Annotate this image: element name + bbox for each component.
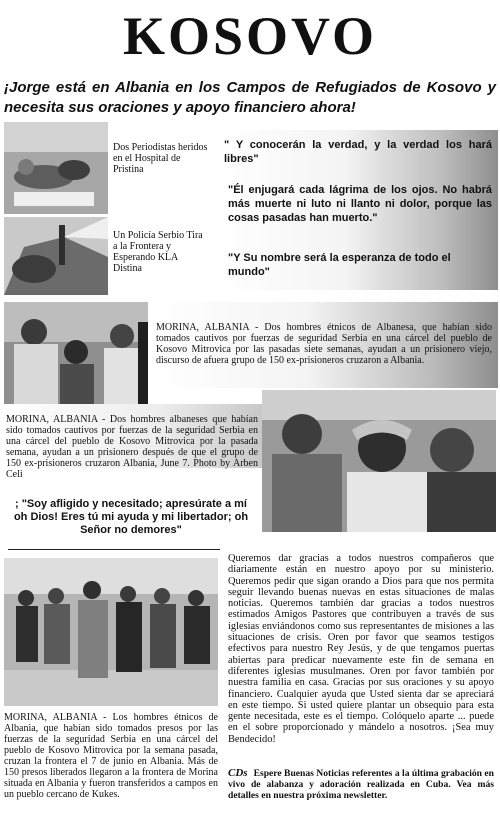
photo-wounded-journalists xyxy=(4,122,108,214)
caption-morina-1: MORINA, ALBANIA - Dos hombres étnicos de Albanesa, que habían sido tomados cautivos por fuerzas de seguridad Serbia en una cárcel del pueblo de Kosovo Mitrovica por las pasadas siete semanas, ayudan a un prisionero viejo, discurso de afuera grupo de 150 ex-prisioneros cruzaron a Albania. xyxy=(156,322,492,366)
footer-note xyxy=(228,768,494,801)
headline: ¡Jorge está en Albania en los Campos de Refugiados de Kosovo y necesita sus oraciones y apoyo financiero ahora! xyxy=(4,79,496,116)
quote-prayer: ; "Soy afligido y necesitado; apresúrate a mí oh Dios! Eres tú mi ayuda y mi libertador; oh Señor no demores" xyxy=(13,498,249,536)
photo-men-helping-prisoner xyxy=(4,302,148,404)
caption-wounded-journalists: Dos Periodistas heridos en el Hospital de Pristina xyxy=(113,142,208,175)
caption-morina-3: MORINA, ALBANIA - Los hombres étnicos de Albania, que habían sido tomados presos por las fuerzas de la seguridad Serbia en una cárcel del pueblo de Kosovo Mitrovica por la semana pasada, cruzan la frontera el 7 de junio en Albania. Más de 150 presos liberados llegaron a la frontera de Morina situada en Albania y fueron transferidos a campos en un pueblo cercano de Kukes. xyxy=(4,712,218,800)
quote-truth: " Y conocerán la verdad, y la verdad los hará libres" xyxy=(224,139,492,165)
page-title: KOSOVO xyxy=(123,6,377,66)
body-text: Queremos dar gracias a todos nuestros compañeros que diariamente están en nuestro apoyo por su ministerio. Queremos pedir que sigan orando a Dios para que nos permita seguir llevando buenas nuevas en estas situaciones de malas noticias. Queremos también dar gracias a todos nuestros estimados Amigos Pastores que contribuyen a través de sus iglesias enviándonos como sus representantes de misiones a las situaciones de crisis. Oren por favor que seamos testigos efectivos para nuestro Rey Jesús, y de que tengamos puertas abiertas para predicar nuevamente este fin de semana en diferentes iglesias musulmanes. Oren por favor también por nuestra familia en casa. Gracias por sus oraciones y su apoyo financiero. Cualquier ayuda que Usted sienta dar se apreciará en este tiempo. Si usted quiere plantar un obsequio para esta gente necesitada, este es el tiempo. Colóquelo aparte ... puede en el sobre proporcionado y mándelo a nosotros. ¡Sea muy Bendecido! xyxy=(228,553,494,745)
section-divider xyxy=(8,549,220,550)
caption-serbian-police: Un Policía Serbio Tira a la Frontera y Esperando KLA Distina xyxy=(113,230,203,274)
photo-injured-man xyxy=(262,390,496,532)
caption-morina-2: MORINA, ALBANIA - Dos hombres albaneses que habían sido tomados cautivos por fuerzas de la seguridad Serbia en una cárcel del pueblo de Kosovo Mitrovica por la pasada semana, ayudan a un prisionero después de que el grupo de 150 ex-prisioneros cruzaron Albania, June 7. Photo by Arben Celi xyxy=(6,414,258,480)
quote-tears: "Él enjugará cada lágrima de los ojos. No habrá más muerte ni luto ni llanto ni dolor, porque las cosas pasadas han muerto." xyxy=(228,184,492,224)
footer-prefix: CDs xyxy=(228,767,248,779)
photo-freed-prisoners xyxy=(4,558,218,706)
quote-hope: "Y Su nombre será la esperanza de todo el mundo" xyxy=(228,252,451,278)
footer-text: Espere Buenas Noticias referentes a la última grabación en vivo de alabanza y adoración realizada en Cuba. Vea más detalles en nuestra próxima newsletter. xyxy=(228,768,494,801)
photo-serbian-police xyxy=(4,217,108,295)
